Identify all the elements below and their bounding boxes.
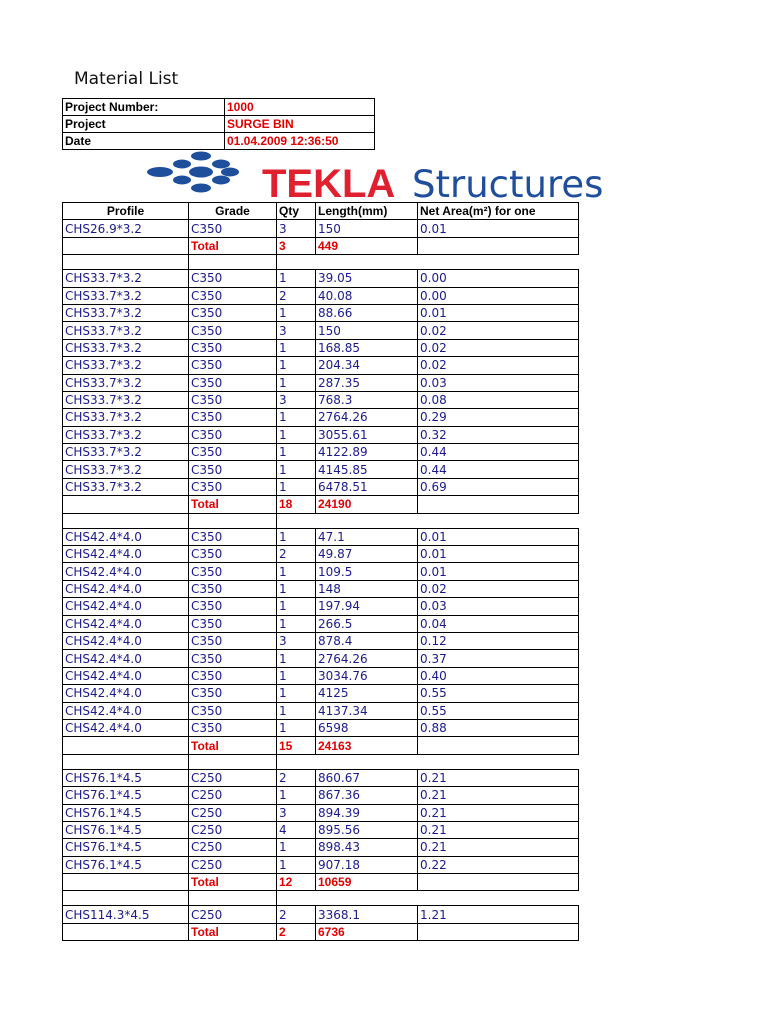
net-area-cell: 0.55 <box>418 685 579 702</box>
qty-cell: 1 <box>277 444 316 461</box>
qty-cell: 1 <box>277 563 316 580</box>
separator-cell <box>316 255 418 270</box>
separator-cell <box>316 754 418 769</box>
net-area-cell: 0.02 <box>418 339 579 356</box>
logo-brand-text: TEKLA <box>262 162 396 206</box>
total-row <box>63 923 579 940</box>
length-cell: 860.67 <box>316 769 418 786</box>
net-area-cell: 0.69 <box>418 478 579 495</box>
separator-cell <box>418 891 579 906</box>
grade-cell: C350 <box>189 409 277 426</box>
length-cell: 148 <box>316 580 418 597</box>
separator-cell <box>277 513 316 528</box>
profile-cell: CHS33.7*3.2 <box>63 357 189 374</box>
profile-cell: CHS76.1*4.5 <box>63 856 189 873</box>
profile-cell: CHS33.7*3.2 <box>63 391 189 408</box>
net-area-cell: 0.21 <box>418 804 579 821</box>
separator-cell <box>189 255 277 270</box>
length-cell: 88.66 <box>316 304 418 321</box>
table-row <box>63 580 579 597</box>
total-qty: 3 <box>277 237 316 254</box>
table-row <box>63 357 579 374</box>
qty-cell: 2 <box>277 906 316 923</box>
profile-cell: CHS42.4*4.0 <box>63 598 189 615</box>
grade-cell: C350 <box>189 461 277 478</box>
total-length: 24163 <box>316 737 418 754</box>
profile-cell: CHS42.4*4.0 <box>63 615 189 632</box>
total-length: 24190 <box>316 496 418 513</box>
profile-cell: CHS33.7*3.2 <box>63 322 189 339</box>
length-cell: 898.43 <box>316 839 418 856</box>
grade-cell: C350 <box>189 322 277 339</box>
net-area-cell: 0.88 <box>418 719 579 736</box>
profile-cell: CHS33.7*3.2 <box>63 461 189 478</box>
table-row <box>63 787 579 804</box>
total-spacer-cell <box>63 737 189 754</box>
profile-cell: CHS33.7*3.2 <box>63 426 189 443</box>
total-spacer-cell <box>418 923 579 940</box>
table-row <box>63 304 579 321</box>
total-label: Total <box>189 737 277 754</box>
total-spacer-cell <box>418 237 579 254</box>
net-area-cell: 0.04 <box>418 615 579 632</box>
qty-cell: 1 <box>277 339 316 356</box>
profile-cell: CHS42.4*4.0 <box>63 546 189 563</box>
table-row <box>63 906 579 923</box>
separator-cell <box>189 754 277 769</box>
net-area-cell: 0.01 <box>418 220 579 237</box>
table-row <box>63 478 579 495</box>
qty-cell: 1 <box>277 787 316 804</box>
separator-cell <box>316 513 418 528</box>
grade-cell: C350 <box>189 270 277 287</box>
qty-cell: 1 <box>277 304 316 321</box>
header-net-area: Net Area(m²) for one <box>418 203 579 220</box>
length-cell: 4122.89 <box>316 444 418 461</box>
total-length: 449 <box>316 237 418 254</box>
length-cell: 4125 <box>316 685 418 702</box>
profile-cell: CHS76.1*4.5 <box>63 821 189 838</box>
length-cell: 168.85 <box>316 339 418 356</box>
grade-cell: C350 <box>189 391 277 408</box>
profile-cell: CHS42.4*4.0 <box>63 685 189 702</box>
project-info-label: Date <box>63 133 225 150</box>
net-area-cell: 0.01 <box>418 563 579 580</box>
length-cell: 895.56 <box>316 821 418 838</box>
profile-cell: CHS42.4*4.0 <box>63 719 189 736</box>
table-row <box>63 287 579 304</box>
group-separator-row <box>63 891 579 906</box>
grade-cell: C350 <box>189 426 277 443</box>
separator-cell <box>418 255 579 270</box>
qty-cell: 4 <box>277 821 316 838</box>
table-row <box>63 804 579 821</box>
qty-cell: 1 <box>277 685 316 702</box>
profile-cell: CHS42.4*4.0 <box>63 563 189 580</box>
profile-cell: CHS33.7*3.2 <box>63 339 189 356</box>
qty-cell: 1 <box>277 461 316 478</box>
profile-cell: CHS76.1*4.5 <box>63 839 189 856</box>
grade-cell: C350 <box>189 667 277 684</box>
separator-cell <box>418 754 579 769</box>
net-area-cell: 0.08 <box>418 391 579 408</box>
length-cell: 40.08 <box>316 287 418 304</box>
length-cell: 3368.1 <box>316 906 418 923</box>
table-header-row <box>63 203 579 220</box>
grade-cell: C350 <box>189 598 277 615</box>
table-row <box>63 821 579 838</box>
length-cell: 150 <box>316 322 418 339</box>
page-title: Material List <box>74 69 179 89</box>
grade-cell: C350 <box>189 546 277 563</box>
net-area-cell: 0.12 <box>418 632 579 649</box>
total-label: Total <box>189 874 277 891</box>
total-label: Total <box>189 496 277 513</box>
separator-cell <box>277 891 316 906</box>
profile-cell: CHS42.4*4.0 <box>63 580 189 597</box>
total-spacer-cell <box>63 874 189 891</box>
net-area-cell: 0.01 <box>418 546 579 563</box>
separator-cell <box>63 754 189 769</box>
length-cell: 2764.26 <box>316 409 418 426</box>
length-cell: 204.34 <box>316 357 418 374</box>
qty-cell: 2 <box>277 546 316 563</box>
grade-cell: C350 <box>189 528 277 545</box>
qty-cell: 1 <box>277 270 316 287</box>
net-area-cell: 0.21 <box>418 787 579 804</box>
grade-cell: C350 <box>189 580 277 597</box>
project-info-row <box>63 133 375 150</box>
grade-cell: C250 <box>189 787 277 804</box>
total-qty: 15 <box>277 737 316 754</box>
grade-cell: C250 <box>189 769 277 786</box>
total-row <box>63 496 579 513</box>
net-area-cell: 0.01 <box>418 304 579 321</box>
qty-cell: 3 <box>277 804 316 821</box>
net-area-cell: 0.00 <box>418 270 579 287</box>
table-row <box>63 598 579 615</box>
length-cell: 109.5 <box>316 563 418 580</box>
length-cell: 287.35 <box>316 374 418 391</box>
qty-cell: 3 <box>277 322 316 339</box>
length-cell: 197.94 <box>316 598 418 615</box>
qty-cell: 1 <box>277 598 316 615</box>
length-cell: 6478.51 <box>316 478 418 495</box>
qty-cell: 1 <box>277 374 316 391</box>
table-row <box>63 461 579 478</box>
project-info-value: SURGE BIN <box>225 116 375 133</box>
profile-cell: CHS42.4*4.0 <box>63 702 189 719</box>
net-area-cell: 0.01 <box>418 528 579 545</box>
grade-cell: C350 <box>189 478 277 495</box>
grade-cell: C350 <box>189 220 277 237</box>
profile-cell: CHS33.7*3.2 <box>63 478 189 495</box>
project-info-label: Project Number: <box>63 99 225 116</box>
total-spacer-cell <box>63 923 189 940</box>
profile-cell: CHS114.3*4.5 <box>63 906 189 923</box>
grade-cell: C350 <box>189 304 277 321</box>
qty-cell: 1 <box>277 719 316 736</box>
net-area-cell: 0.02 <box>418 580 579 597</box>
net-area-cell: 0.03 <box>418 598 579 615</box>
net-area-cell: 0.00 <box>418 287 579 304</box>
length-cell: 49.87 <box>316 546 418 563</box>
net-area-cell: 0.37 <box>418 650 579 667</box>
separator-cell <box>189 513 277 528</box>
grade-cell: C350 <box>189 287 277 304</box>
table-row <box>63 220 579 237</box>
qty-cell: 1 <box>277 409 316 426</box>
table-row <box>63 632 579 649</box>
grade-cell: C350 <box>189 685 277 702</box>
separator-cell <box>277 754 316 769</box>
qty-cell: 1 <box>277 478 316 495</box>
qty-cell: 3 <box>277 220 316 237</box>
total-label: Total <box>189 923 277 940</box>
qty-cell: 3 <box>277 632 316 649</box>
qty-cell: 3 <box>277 391 316 408</box>
grade-cell: C250 <box>189 839 277 856</box>
qty-cell: 1 <box>277 839 316 856</box>
table-row <box>63 667 579 684</box>
qty-cell: 2 <box>277 769 316 786</box>
length-cell: 3055.61 <box>316 426 418 443</box>
grade-cell: C350 <box>189 702 277 719</box>
qty-cell: 1 <box>277 357 316 374</box>
total-spacer-cell <box>63 237 189 254</box>
total-length: 6736 <box>316 923 418 940</box>
project-info-row <box>63 116 375 133</box>
length-cell: 878.4 <box>316 632 418 649</box>
group-separator-row <box>63 255 579 270</box>
grade-cell: C350 <box>189 357 277 374</box>
length-cell: 768.3 <box>316 391 418 408</box>
grade-cell: C250 <box>189 906 277 923</box>
total-spacer-cell <box>418 874 579 891</box>
grade-cell: C350 <box>189 615 277 632</box>
profile-cell: CHS26.9*3.2 <box>63 220 189 237</box>
table-row <box>63 322 579 339</box>
grade-cell: C350 <box>189 339 277 356</box>
length-cell: 907.18 <box>316 856 418 873</box>
grade-cell: C350 <box>189 444 277 461</box>
profile-cell: CHS33.7*3.2 <box>63 374 189 391</box>
total-qty: 18 <box>277 496 316 513</box>
length-cell: 266.5 <box>316 615 418 632</box>
profile-cell: CHS76.1*4.5 <box>63 787 189 804</box>
profile-cell: CHS42.4*4.0 <box>63 650 189 667</box>
net-area-cell: 0.32 <box>418 426 579 443</box>
table-row <box>63 546 579 563</box>
table-row <box>63 270 579 287</box>
profile-cell: CHS76.1*4.5 <box>63 769 189 786</box>
project-info-label: Project <box>63 116 225 133</box>
logo-mark-icon <box>147 152 239 193</box>
grade-cell: C350 <box>189 650 277 667</box>
profile-cell: CHS76.1*4.5 <box>63 804 189 821</box>
net-area-cell: 0.21 <box>418 769 579 786</box>
table-row <box>63 769 579 786</box>
total-length: 10659 <box>316 874 418 891</box>
separator-cell <box>63 255 189 270</box>
length-cell: 2764.26 <box>316 650 418 667</box>
net-area-cell: 0.44 <box>418 461 579 478</box>
grade-cell: C350 <box>189 719 277 736</box>
length-cell: 150 <box>316 220 418 237</box>
group-separator-row <box>63 513 579 528</box>
profile-cell: CHS33.7*3.2 <box>63 444 189 461</box>
net-area-cell: 0.22 <box>418 856 579 873</box>
qty-cell: 1 <box>277 702 316 719</box>
project-info-table <box>62 98 375 150</box>
total-qty: 12 <box>277 874 316 891</box>
header-qty: Qty <box>277 203 316 220</box>
separator-cell <box>189 891 277 906</box>
grade-cell: C350 <box>189 563 277 580</box>
separator-cell <box>63 891 189 906</box>
length-cell: 47.1 <box>316 528 418 545</box>
length-cell: 867.36 <box>316 787 418 804</box>
length-cell: 894.39 <box>316 804 418 821</box>
profile-cell: CHS42.4*4.0 <box>63 632 189 649</box>
header-grade: Grade <box>189 203 277 220</box>
length-cell: 4137.34 <box>316 702 418 719</box>
table-row <box>63 719 579 736</box>
net-area-cell: 0.02 <box>418 357 579 374</box>
net-area-cell: 0.44 <box>418 444 579 461</box>
table-row <box>63 702 579 719</box>
table-row <box>63 528 579 545</box>
grade-cell: C350 <box>189 374 277 391</box>
table-row <box>63 426 579 443</box>
net-area-cell: 0.21 <box>418 839 579 856</box>
separator-cell <box>63 513 189 528</box>
project-info-value: 1000 <box>225 99 375 116</box>
table-row <box>63 615 579 632</box>
total-spacer-cell <box>418 737 579 754</box>
profile-cell: CHS42.4*4.0 <box>63 528 189 545</box>
length-cell: 3034.76 <box>316 667 418 684</box>
qty-cell: 1 <box>277 650 316 667</box>
separator-cell <box>277 255 316 270</box>
total-row <box>63 874 579 891</box>
net-area-cell: 0.03 <box>418 374 579 391</box>
project-info-row <box>63 99 375 116</box>
net-area-cell: 0.55 <box>418 702 579 719</box>
separator-cell <box>418 513 579 528</box>
material-list-table <box>62 202 579 941</box>
project-info-value: 01.04.2009 12:36:50 <box>225 133 375 150</box>
header-profile: Profile <box>63 203 189 220</box>
logo-product-text: Structures <box>412 163 604 206</box>
table-row <box>63 339 579 356</box>
table-row <box>63 856 579 873</box>
length-cell: 6598 <box>316 719 418 736</box>
total-spacer-cell <box>63 496 189 513</box>
qty-cell: 1 <box>277 426 316 443</box>
table-row <box>63 409 579 426</box>
net-area-cell: 1.21 <box>418 906 579 923</box>
table-row <box>63 563 579 580</box>
table-row <box>63 685 579 702</box>
net-area-cell: 0.21 <box>418 821 579 838</box>
net-area-cell: 0.29 <box>418 409 579 426</box>
total-label: Total <box>189 237 277 254</box>
total-spacer-cell <box>418 496 579 513</box>
qty-cell: 1 <box>277 615 316 632</box>
qty-cell: 1 <box>277 856 316 873</box>
qty-cell: 1 <box>277 667 316 684</box>
length-cell: 4145.85 <box>316 461 418 478</box>
grade-cell: C350 <box>189 632 277 649</box>
table-row <box>63 444 579 461</box>
qty-cell: 2 <box>277 287 316 304</box>
table-row <box>63 391 579 408</box>
profile-cell: CHS33.7*3.2 <box>63 270 189 287</box>
group-separator-row <box>63 754 579 769</box>
profile-cell: CHS33.7*3.2 <box>63 287 189 304</box>
qty-cell: 1 <box>277 528 316 545</box>
profile-cell: CHS42.4*4.0 <box>63 667 189 684</box>
profile-cell: CHS33.7*3.2 <box>63 304 189 321</box>
grade-cell: C250 <box>189 856 277 873</box>
total-row <box>63 237 579 254</box>
table-row <box>63 374 579 391</box>
length-cell: 39.05 <box>316 270 418 287</box>
grade-cell: C250 <box>189 821 277 838</box>
header-length: Length(mm) <box>316 203 418 220</box>
separator-cell <box>316 891 418 906</box>
qty-cell: 1 <box>277 580 316 597</box>
net-area-cell: 0.02 <box>418 322 579 339</box>
table-row <box>63 839 579 856</box>
total-qty: 2 <box>277 923 316 940</box>
profile-cell: CHS33.7*3.2 <box>63 409 189 426</box>
grade-cell: C250 <box>189 804 277 821</box>
tekla-structures-logo <box>144 148 604 206</box>
net-area-cell: 0.40 <box>418 667 579 684</box>
total-row <box>63 737 579 754</box>
table-row <box>63 650 579 667</box>
